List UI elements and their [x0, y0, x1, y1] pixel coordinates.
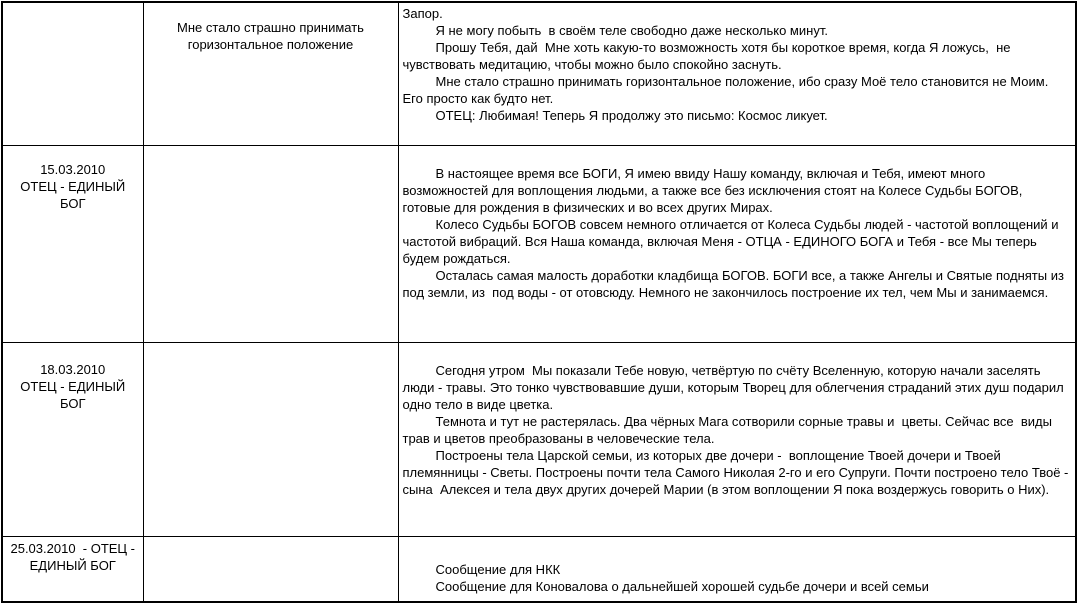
- table-row: [2, 2, 1076, 145]
- paragraph: ОТЕЦ: Любимая! Теперь Я продолжу это письмо: Космос ликует.: [435, 108, 828, 123]
- date-line: БОГ: [59, 195, 86, 211]
- paragraph: Сообщение для НКК: [435, 561, 561, 577]
- paragraph: Запор.: [402, 6, 443, 21]
- paragraph: Прошу Тебя, дай Мне хоть какую-то возможность хотя бы короткое время, когда Я ложусь, не чувствовать медитацию, чтобы можно было спокойно заснуть.: [402, 40, 1015, 72]
- summary-cell: [143, 536, 398, 602]
- paragraph: Осталась самая малость доработки кладбища БОГОВ. БОГИ все, а также Ангелы и Святые подняты из под земли, из под воды - от отовсюду. Немного не закончилось построение их тел, чем Мы и занимаемся.: [402, 267, 1068, 300]
- table-row: [2, 145, 1076, 342]
- date-line: БОГ: [59, 395, 86, 411]
- date-line: ЕДИНЫЙ БОГ: [29, 557, 116, 573]
- message-cell: [398, 342, 1076, 536]
- paragraph: Сообщение для Коновалова о дальнейшей хорошей судьбе дочери и всей семьи: [435, 578, 929, 594]
- summary-cell: [143, 145, 398, 342]
- message-cell: [398, 2, 1076, 145]
- date-cell: [2, 145, 143, 342]
- summary-cell: Мне стало страшно принимать горизонтальное положение: [143, 2, 398, 145]
- date-cell: [2, 342, 143, 536]
- paragraph: Сегодня утром Мы показали Тебе новую, четвёртую по счёту Вселенную, которую начали заселять люди - травы. Это тонко чувствовавшие души, которым Творец для облегчения страданий этих душ подарил одно тело в виде цветка.: [402, 362, 1068, 412]
- paragraph: Я не могу побыть в своём теле свободно даже несколько минут.: [435, 23, 828, 38]
- message-cell: [398, 145, 1076, 342]
- table-row: [2, 536, 1076, 602]
- paragraph: Темнота и тут не растерялась. Два чёрных Мага сотворили сорные травы и цветы. Сейчас все виды трав и цветов преобразованы в человеческие тела.: [402, 413, 1056, 446]
- table-row: [2, 342, 1076, 536]
- paragraph: В настоящее время все БОГИ, Я имею ввиду Нашу команду, включая и Тебя, имеют много возможностей для воплощения людьми, а также все без исключения стоят на Колесе Судьбы БОГОВ, готовые для рождения в физических и во всех других Мирах.: [402, 165, 1027, 215]
- paragraph: Построены тела Царской семьи, из которых две дочери - воплощение Твоей дочери и Твоей племянницы - Светы. Построены почти тела Самого Николая 2-го и его Супруги. Почти построено тело Твоё - сына Алексея и тела двух других дочерей Марии (в этом воплощении Я пока воздержусь говорить о Них).: [402, 447, 1073, 497]
- paragraph: Колесо Судьбы БОГОВ совсем немного отличается от Колеса Судьбы людей - частотой воплощений и частотой вибраций. Вся Наша команда, включая Меня - ОТЦА - ЕДИНОГО БОГА и Тебя - все Мы теперь будем рождаться.: [402, 216, 1063, 266]
- letters-table: [1, 1, 1077, 603]
- date-line: 25.03.2010 - ОТЕЦ -: [10, 540, 135, 556]
- date-line: ОТЕЦ - ЕДИНЫЙ: [20, 178, 126, 194]
- paragraph: Мне стало страшно принимать горизонтальное положение, ибо сразу Моё тело становится не Моим. Его просто как будто нет.: [402, 74, 1052, 106]
- date-cell: [2, 2, 143, 145]
- date-line: ОТЕЦ - ЕДИНЫЙ: [20, 378, 126, 394]
- date-line: 15.03.2010: [40, 161, 106, 177]
- message-cell: [398, 536, 1076, 602]
- date-line: 18.03.2010: [40, 361, 106, 377]
- date-cell: [2, 536, 143, 602]
- summary-cell: [143, 342, 398, 536]
